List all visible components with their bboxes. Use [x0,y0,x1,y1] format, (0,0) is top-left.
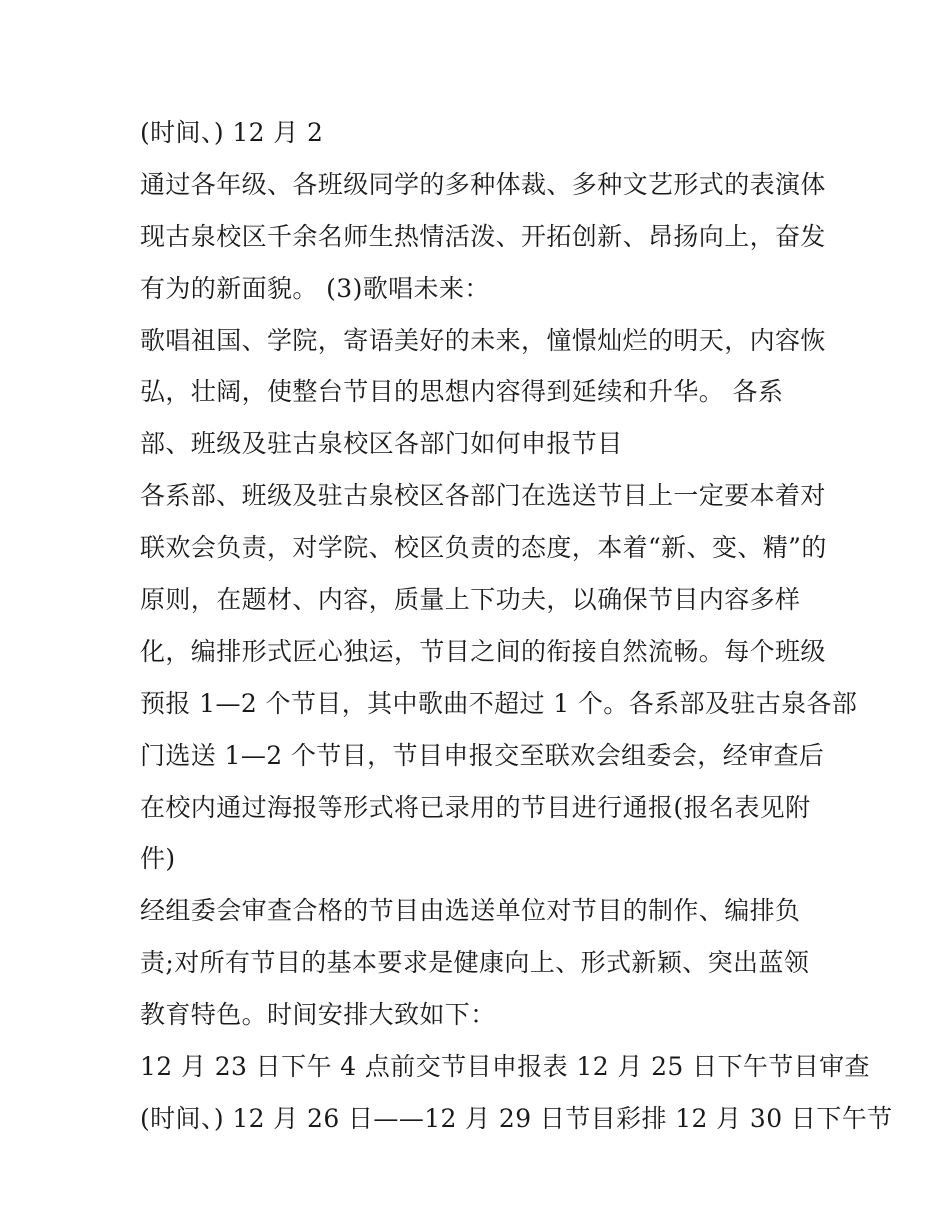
text-line: 教育特色。时间安排大致如下： [140,1000,496,1030]
text-line: 联欢会负责，对学院、校区负责的态度，本着“新、变、精”的 [140,533,827,563]
text-line: 通过各年级、各班级同学的多种体裁、多种文艺形式的表演体 [140,169,826,199]
text-line: 部、班级及驻古泉校区各部门如何申报节目 [140,429,623,459]
text-line: 歌唱祖国、学院，寄语美好的未来，憧憬灿烂的明天，内容恢 [140,325,826,355]
text-line: 责;对所有节目的基本要求是健康向上、形式新颖、突出蓝领 [140,948,810,978]
text-line: 12 月 23 日下午 4 点前交节目申报表 12 月 25 日下午节目审查 [140,1052,870,1082]
text-line: 件) [140,844,176,874]
text-line: 门选送 1—2 个节目，节目申报交至联欢会组委会，经审查后 [140,740,825,770]
text-line: 在校内通过海报等形式将已录用的节目进行通报(报名表见附 [140,792,811,822]
text-line: 弘，壮阔，使整台节目的思想内容得到延续和升华。 各系 [140,377,784,407]
text-line: 有为的新面貌。 (3)歌唱未来： [140,273,490,303]
text-line: (时间、) 12 月 2 [140,118,324,147]
text-line: 预报 1—2 个节目，其中歌曲不超过 1 个。各系部及驻古泉各部 [140,688,858,718]
text-line: 化，编排形式匠心独运，节目之间的衔接自然流畅。每个班级 [140,636,826,666]
text-line: 原则，在题材、内容，质量上下功夫，以确保节目内容多样 [140,585,801,615]
text-line: (时间、) 12 月 26 日——12 月 29 日节目彩排 12 月 30 日下午节 [140,1103,893,1133]
text-line: 经组委会审查合格的节目由选送单位对节目的制作、编排负 [140,896,801,926]
text-line: 各系部、班级及驻古泉校区各部门在选送节目上一定要本着对 [140,481,826,511]
body-text [140,107,893,1145]
text-line: 现古泉校区千余名师生热情活泼、开拓创新、昂扬向上，奋发 [140,221,826,251]
